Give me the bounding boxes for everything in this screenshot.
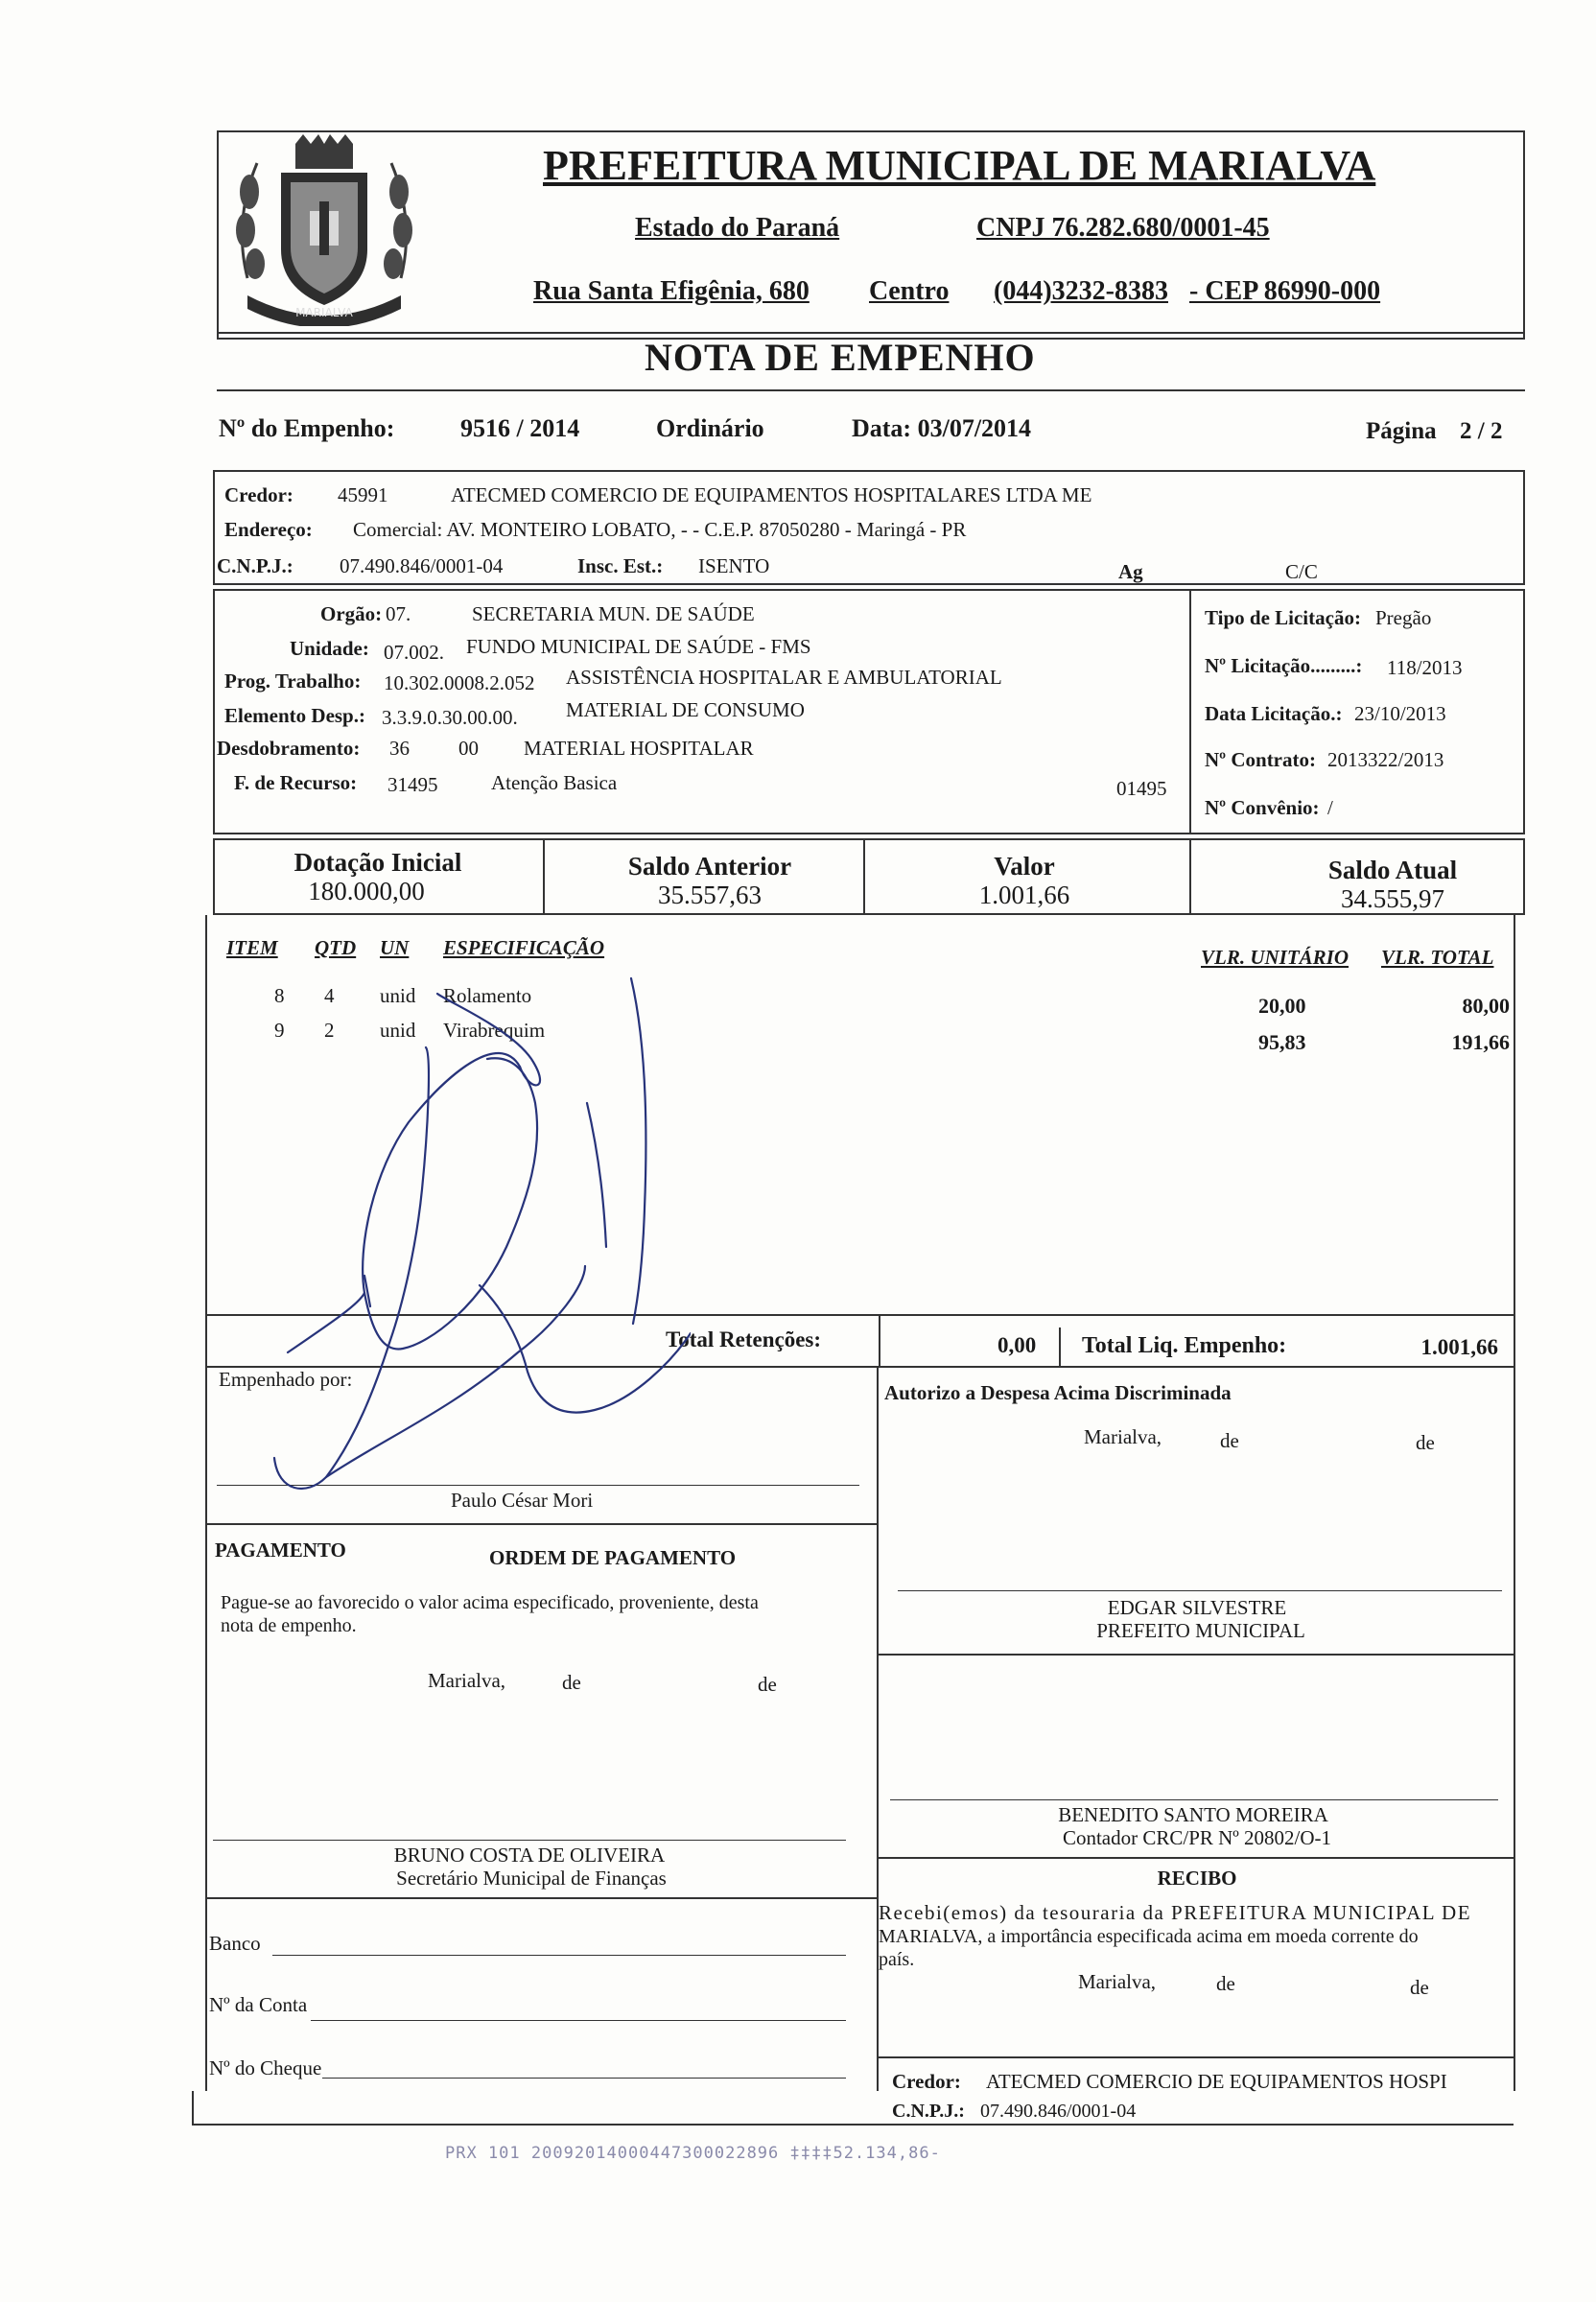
- liquido-label: Total Liq. Empenho:: [1082, 1333, 1287, 1358]
- retencoes-value: 0,00: [998, 1333, 1037, 1357]
- row-qtd: 2: [324, 1019, 335, 1042]
- saldo-atual-label: Saldo Atual: [1327, 856, 1458, 884]
- ordem-pagamento: ORDEM DE PAGAMENTO: [489, 1546, 737, 1569]
- row-un: unid: [380, 984, 416, 1007]
- auth-de-2: de: [1416, 1431, 1435, 1454]
- recibo-credor: ATECMED COMERCIO DE EQUIPAMENTOS HOSPI: [986, 2070, 1447, 2093]
- row-vlr-unitario: 95,83: [1258, 1030, 1306, 1054]
- col-vlr-unitario: VLR. UNITÁRIO: [1201, 946, 1350, 969]
- barcode-text: PRX 101 20092014000447300022896 ‡‡‡‡52.134,86-: [445, 2144, 941, 2163]
- desdobramento-label: Desdobramento:: [217, 737, 361, 760]
- banco-field-line[interactable]: [272, 1955, 846, 1956]
- empenhado-label: Empenhado por:: [219, 1368, 353, 1391]
- contador-cargo: Contador CRC/PR Nº 20802/O-1: [1062, 1826, 1332, 1849]
- prog-code: 10.302.0008.2.052: [384, 671, 535, 694]
- pagamento-de-2: de: [758, 1673, 777, 1696]
- tipo-licitacao: Pregão: [1375, 606, 1432, 629]
- convenio: /: [1327, 796, 1333, 819]
- desdobramento-name: MATERIAL HOSPITALAR: [524, 737, 754, 760]
- cc-label: C/C: [1285, 560, 1318, 583]
- header-cep: - CEP 86990-000: [1189, 276, 1381, 306]
- credor-name: ATECMED COMERCIO DE EQUIPAMENTOS HOSPITALARES LTDA ME: [451, 483, 1092, 506]
- saldo-anterior-label: Saldo Anterior: [627, 852, 792, 881]
- right-col-divider: [877, 1525, 879, 2091]
- col-especificacao: ESPECIFICAÇÃO: [443, 936, 605, 959]
- row-especificacao: Virabrequim: [443, 1019, 546, 1042]
- row-qtd: 4: [324, 984, 335, 1007]
- contrato-label: Nº Contrato:: [1205, 748, 1316, 771]
- recibo-credor-top-line: [877, 2056, 1514, 2058]
- svg-text:MARIALVA: MARIALVA: [295, 306, 353, 319]
- recibo-texto-2: MARIALVA, a importância especificada acima em moeda corrente do: [879, 1926, 1419, 1947]
- recurso-label: F. de Recurso:: [234, 771, 358, 794]
- orgao-label: Orgão:: [320, 602, 383, 625]
- secretario-signature-line: [213, 1840, 846, 1841]
- elemento-label: Elemento Desp.:: [224, 704, 365, 727]
- auth-divider: [877, 1366, 879, 1525]
- endereco-value: Comercial: AV. MONTEIRO LOBATO, - - C.E.P. 87050280 - Maringá - PR: [353, 518, 967, 541]
- unidade-label: Unidade:: [290, 637, 369, 660]
- col-vlr-total: VLR. TOTAL: [1381, 946, 1494, 969]
- empenho-type: Ordinário: [656, 414, 764, 442]
- title-divider: [217, 389, 1525, 391]
- cheque-field-line[interactable]: [322, 2078, 846, 2079]
- insc-value: ISENTO: [698, 554, 770, 577]
- pagamento-local: Marialva,: [428, 1669, 506, 1692]
- elemento-name: MATERIAL DE CONSUMO: [566, 698, 805, 721]
- saldo-atual-value: 34.555,97: [1341, 884, 1444, 913]
- page-title: PREFEITURA MUNICIPAL DE MARIALVA: [543, 142, 1376, 189]
- header-divider: [217, 332, 1525, 334]
- row-vlr-total: 191,66: [1451, 1030, 1510, 1054]
- saldos-divider-1: [543, 838, 545, 915]
- col-qtd: QTD: [315, 936, 357, 959]
- col-item: ITEM: [226, 936, 278, 959]
- licitacao-divider: [1189, 589, 1191, 834]
- items-right-border: [1514, 915, 1515, 2091]
- autorizo-text: Autorizo a Despesa Acima Discriminada: [884, 1381, 1232, 1404]
- recurso-name: Atenção Basica: [491, 771, 618, 794]
- recibo-cnpj: 07.490.846/0001-04: [980, 2101, 1137, 2122]
- credor-cnpj: 07.490.846/0001-04: [340, 554, 504, 577]
- form-bottom-line: [192, 2124, 1514, 2126]
- recibo-texto-1: Recebi(emos) da tesouraria da PREFEITURA MUNICIPAL DE: [879, 1901, 1472, 1924]
- credor-cnpj-label: C.N.P.J.:: [217, 554, 293, 577]
- form-bottom-left-border: [192, 2091, 194, 2124]
- row-vlr-total: 80,00: [1462, 994, 1510, 1018]
- page-number: 2 / 2: [1460, 418, 1503, 444]
- num-licitacao: 118/2013: [1387, 656, 1463, 679]
- prefeito-cargo: PREFEITO MUNICIPAL: [1096, 1619, 1305, 1642]
- pagamento-de-1: de: [562, 1671, 581, 1694]
- secretario-nome: BRUNO COSTA DE OLIVEIRA: [393, 1844, 666, 1867]
- recurso-code: 31495: [387, 773, 438, 796]
- auth-de-1: de: [1220, 1429, 1239, 1452]
- row-un: unid: [380, 1019, 416, 1042]
- desdobramento-a: 36: [389, 737, 410, 760]
- empenho-number-label: Nº do Empenho:: [219, 414, 395, 442]
- banco-label: Banco: [209, 1932, 261, 1955]
- coat-of-arms-icon: [228, 134, 420, 326]
- contador-bottom-line: [877, 1857, 1514, 1859]
- recibo-de-1: de: [1216, 1972, 1235, 1995]
- saldos-divider-2: [863, 838, 865, 915]
- header-phone: (044)3232-8383: [994, 276, 1168, 306]
- recurso-ref: 01495: [1116, 777, 1167, 800]
- contador-signature-line: [890, 1799, 1498, 1800]
- empenho-number: 9516 / 2014: [460, 414, 580, 442]
- retencoes-label: Total Retenções:: [666, 1327, 822, 1351]
- orgao-name: SECRETARIA MUN. DE SAÚDE: [472, 602, 755, 625]
- totals-divider-2: [1059, 1327, 1061, 1366]
- data-licitacao: 23/10/2013: [1354, 702, 1446, 725]
- saldos-divider-3: [1189, 838, 1191, 915]
- dotacao-value: 180.000,00: [308, 877, 425, 905]
- saldo-anterior-value: 35.557,63: [658, 881, 762, 909]
- prefeito-nome: EDGAR SILVESTRE: [1107, 1596, 1287, 1619]
- conta-label: Nº da Conta: [209, 1993, 308, 2016]
- row-especificacao: Rolamento: [443, 984, 532, 1007]
- recibo-local: Marialva,: [1078, 1970, 1157, 1993]
- tipo-licitacao-label: Tipo de Licitação:: [1205, 606, 1361, 629]
- valor-label: Valor: [994, 852, 1055, 881]
- pagamento-texto-2: nota de empenho.: [221, 1615, 357, 1636]
- unidade-name: FUNDO MUNICIPAL DE SAÚDE - FMS: [466, 635, 811, 658]
- pagamento-texto-1: Pague-se ao favorecido o valor acima especificado, proveniente, desta: [221, 1592, 759, 1613]
- prefeito-signature-line: [898, 1590, 1502, 1591]
- state-name: Estado do Paraná: [635, 213, 840, 243]
- page-number-label: Página: [1366, 418, 1437, 444]
- secretario-cargo: Secretário Municipal de Finanças: [396, 1867, 667, 1890]
- prog-name: ASSISTÊNCIA HOSPITALAR E AMBULATORIAL: [566, 666, 1002, 689]
- header-district: Centro: [869, 276, 950, 306]
- liquido-value: 1.001,66: [1420, 1335, 1498, 1359]
- header-cnpj: CNPJ 76.282.680/0001-45: [976, 213, 1270, 243]
- endereco-label: Endereço:: [224, 518, 313, 541]
- unidade-code: 07.002.: [384, 641, 444, 664]
- empenho-date: Data: 03/07/2014: [852, 414, 1032, 442]
- handwritten-signature: [269, 959, 691, 1525]
- valor-value: 1.001,66: [978, 881, 1070, 909]
- prefeito-bottom-line: [877, 1654, 1514, 1656]
- document-title: NOTA DE EMPENHO: [645, 336, 1036, 379]
- row-item: 8: [274, 984, 285, 1007]
- recibo-cnpj-label: C.N.P.J.:: [892, 2101, 965, 2122]
- ag-label: Ag: [1118, 560, 1143, 583]
- header-address: Rua Santa Efigênia, 680: [533, 276, 810, 306]
- recibo-texto-3: país.: [879, 1949, 915, 1970]
- secretario-bottom-line: [205, 1897, 877, 1899]
- totals-divider-1: [879, 1314, 880, 1366]
- convenio-label: Nº Convênio:: [1205, 796, 1320, 819]
- data-licitacao-label: Data Licitação.:: [1205, 702, 1343, 725]
- pagamento-title: PAGAMENTO: [215, 1539, 346, 1562]
- auth-local: Marialva,: [1084, 1425, 1162, 1448]
- contador-nome: BENEDITO SANTO MOREIRA: [1058, 1803, 1328, 1826]
- empenhado-nome: Paulo César Mori: [451, 1489, 594, 1512]
- prog-label: Prog. Trabalho:: [224, 669, 362, 693]
- cheque-label: Nº do Cheque: [209, 2056, 322, 2079]
- num-licitacao-label: Nº Licitação.........:: [1205, 654, 1363, 677]
- credor-code: 45991: [338, 483, 388, 506]
- contrato: 2013322/2013: [1327, 748, 1444, 771]
- row-item: 9: [274, 1019, 285, 1042]
- credor-label: Credor:: [224, 483, 293, 506]
- recibo-de-2: de: [1410, 1976, 1429, 1999]
- col-un: UN: [380, 936, 410, 959]
- orgao-code: 07.: [386, 602, 411, 625]
- items-left-border: [205, 915, 207, 2091]
- conta-field-line[interactable]: [311, 2020, 846, 2021]
- desdobramento-b: 00: [458, 737, 479, 760]
- row-vlr-unitario: 20,00: [1258, 994, 1306, 1018]
- elemento-code: 3.3.9.0.30.00.00.: [382, 706, 518, 729]
- insc-label: Insc. Est.:: [577, 554, 664, 577]
- dotacao-label: Dotação Inicial: [293, 848, 462, 877]
- recibo-title: RECIBO: [1157, 1867, 1237, 1890]
- recibo-credor-label: Credor:: [892, 2070, 961, 2093]
